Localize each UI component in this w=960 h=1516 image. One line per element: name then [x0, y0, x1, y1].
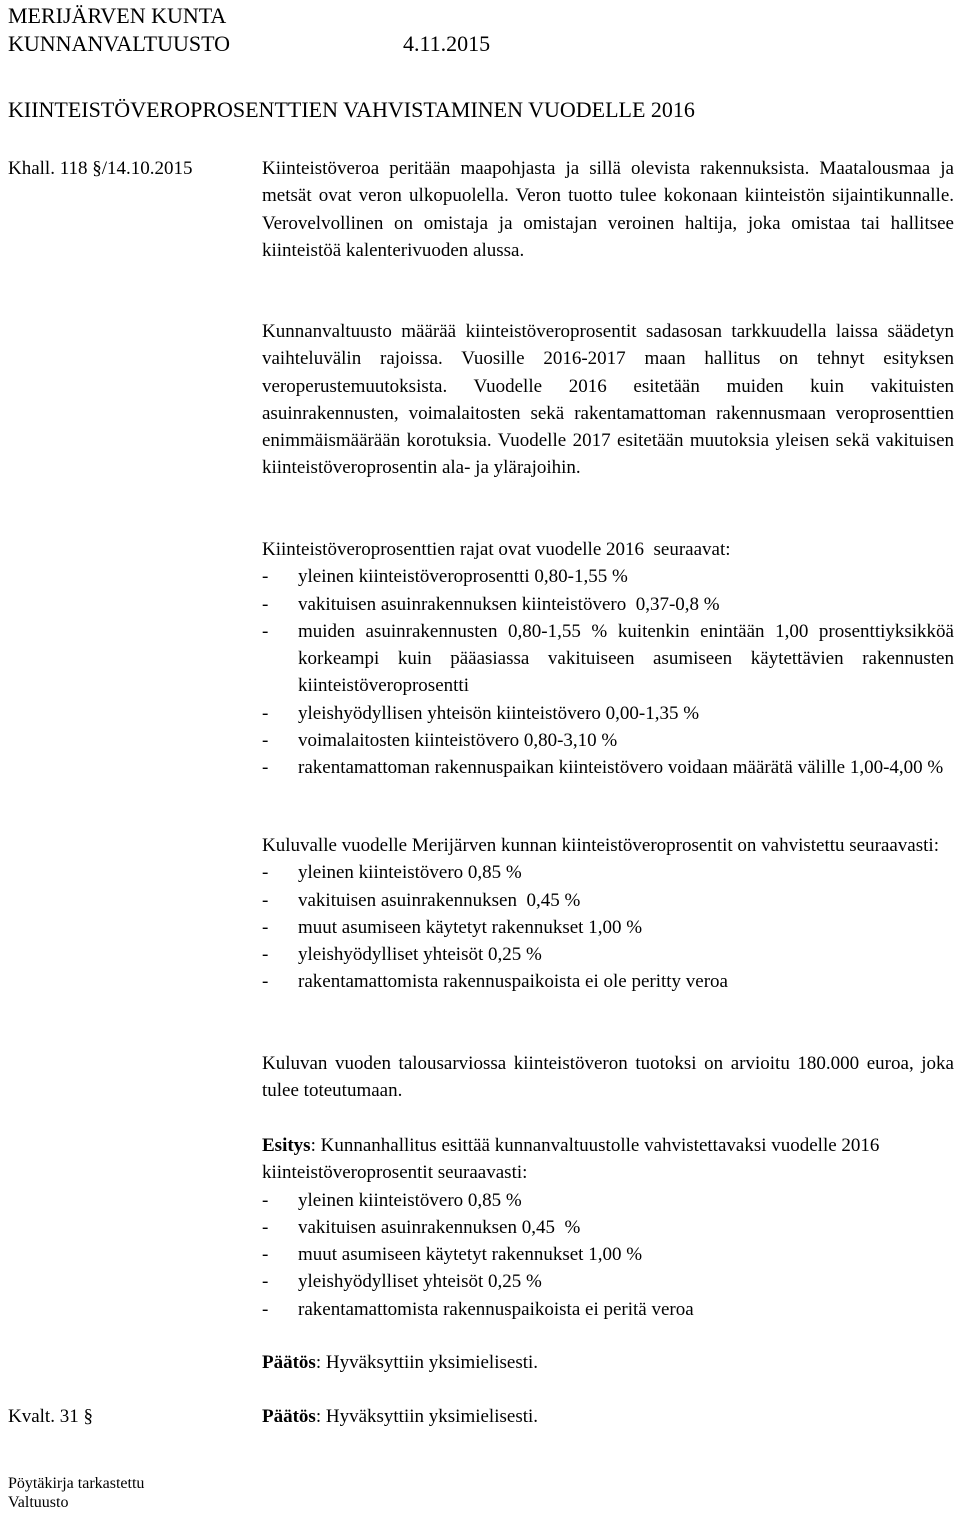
paragraph-1: Kiinteistöveroa peritään maapohjasta ja sillä olevista rakennuksista. Maatalousmaa ja metsät ovat veron ulkopuolella. Veron tuotto tulee kokonaan kiinteistön sijaintikunnalle. Verovelvollinen on omistaja ja omistajan veroinen haltija, joka omistaa tai hallitsee kiinteistöä kalenterivuoden alussa. [262, 158, 954, 261]
meeting-date: 4.11.2015 [403, 31, 491, 56]
khall-reference: Khall. 118 §/14.10.2015 [8, 158, 193, 179]
current-intro: Kuluvalle vuodelle Merijärven kunnan kiinteistöveroprosentit on vahvistettu seuraavasti: [262, 835, 939, 856]
council-name: KUNNANVALTUUSTO [8, 31, 231, 56]
decision-khall [262, 1349, 954, 1376]
decision-label: Päätös [262, 1406, 316, 1427]
paragraph-2: Kunnanvaltuusto määrää kiinteistöveroprosentit sadasosan tarkkuudella laissa säädetyn vaihteluvälin rajoissa. Vuosille 2016-2017 maan hallitus on tehnyt esityksen veroperustemuutoksista. Vuodelle 2016 esitetään muiden kuin vakituisten asuinrakennusten, voimalaitosten sekä rakentamattoman rakennusmaan veroprosenttien enimmäismäärään korotuksia. Vuodelle 2017 esitetään muutoksia yleisen sekä vakituisen kiinteistöveroprosentin ala- ja ylärajoihin. [262, 321, 954, 479]
limits-section [262, 536, 954, 782]
proposal-text: : Kunnanhallitus esittää kunnanvaltuustolle vahvistettavaksi vuodelle 2016 kiinteistöveroprosentit seuraavasti: [262, 1135, 880, 1184]
proposal-item: - muut asumiseen käytetyt rakennukset 1,00 % [262, 1244, 643, 1266]
current-item: - yleinen kiinteistövero 0,85 % [262, 862, 522, 884]
current-rates-section [262, 832, 954, 996]
decision-text: : Hyväksyttiin yksimielisesti. [315, 1406, 539, 1427]
decision-label: Päätös [262, 1352, 316, 1373]
current-item: - muut asumiseen käytetyt rakennukset 1,00 % [262, 916, 643, 938]
budget-paragraph: Kuluvan vuoden talousarviossa kiinteistöveron tuotoksi on arvioitu 180.000 euroa, joka tulee toteutumaan. [262, 1053, 954, 1102]
current-item: - yleishyödylliset yhteisöt 0,25 % [262, 944, 542, 966]
proposal-label: Esitys [262, 1135, 311, 1156]
footer-reviewed: Pöytäkirja tarkastettu [8, 1475, 145, 1492]
limit-item: - vakituisen asuinrakennuksen kiinteistövero 0,37-0,8 % [262, 593, 720, 615]
current-item: - rakentamattomista rakennuspaikoista ei ole peritty veroa [262, 971, 728, 993]
decision-text: : Hyväksyttiin yksimielisesti. [315, 1352, 539, 1373]
limit-item: - yleishyödyllisen yhteisön kiinteistövero 0,00-1,35 % [262, 702, 700, 724]
municipality-name: MERIJÄRVEN KUNTA [8, 3, 227, 28]
document-title: KIINTEISTÖVEROPROSENTTIEN VAHVISTAMINEN VUODELLE 2016 [8, 97, 695, 122]
proposal-item: - yleishyödylliset yhteisöt 0,25 % [262, 1271, 542, 1293]
footer-council: Valtuusto [8, 1494, 69, 1511]
limit-item: - yleinen kiinteistöveroprosentti 0,80-1,55 % [262, 566, 628, 588]
current-item: - vakituisen asuinrakennuksen 0,45 % [262, 889, 581, 911]
proposal-item: - rakentamattomista rakennuspaikoista ei peritä veroa [262, 1298, 694, 1320]
limits-intro: Kiinteistöveroprosenttien rajat ovat vuodelle 2016 seuraavat: [262, 539, 731, 560]
limit-item: - muiden asuinrakennusten 0,80-1,55 % kuitenkin enintään 1,00 prosenttiyksikköä korkeampi kuin pääasiassa vakituiseen asumiseen käytettävien rakennusten kiinteistöveroprosentti [262, 620, 954, 697]
limit-item: - rakentamattoman rakennuspaikan kiinteistövero voidaan määrätä välille 1,00-4,00 % [262, 757, 944, 779]
proposal-item: - vakituisen asuinrakennuksen 0,45 % [262, 1216, 581, 1238]
kvalt-reference: Kvalt. 31 § [8, 1406, 93, 1427]
proposal-item: - yleinen kiinteistövero 0,85 % [262, 1189, 522, 1211]
limit-item: - voimalaitosten kiinteistövero 0,80-3,10 % [262, 730, 618, 752]
proposal-section [262, 1132, 954, 1323]
decision-kvalt [262, 1403, 954, 1430]
